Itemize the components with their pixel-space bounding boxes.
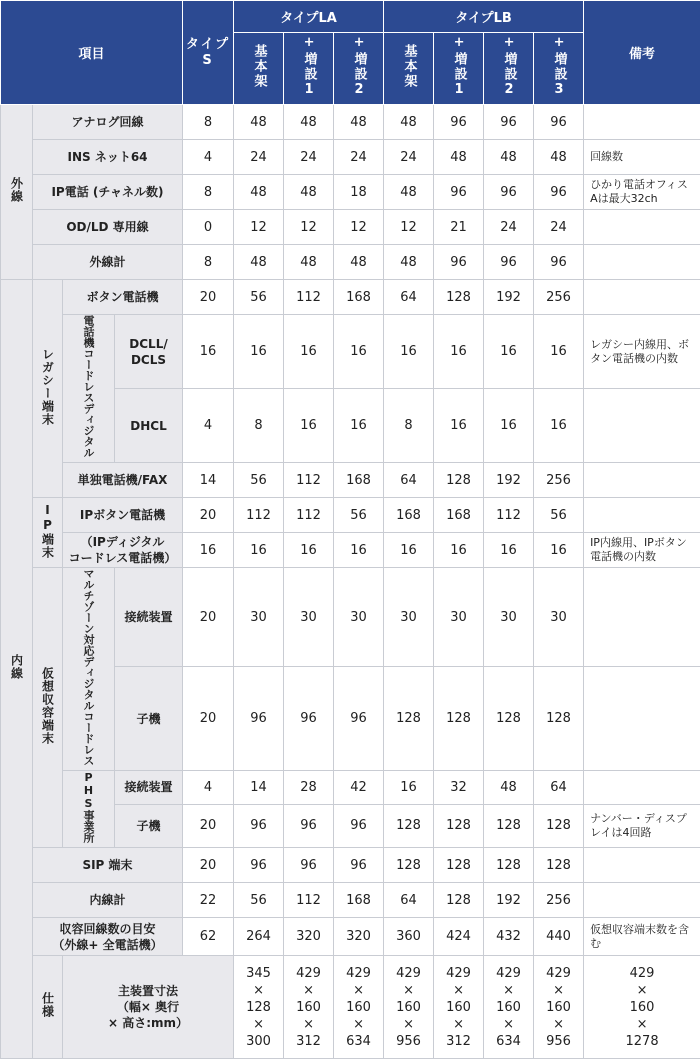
value-cell: 48: [384, 105, 434, 140]
value-cell: 16: [384, 533, 434, 568]
value-cell: 16: [484, 315, 534, 389]
row-label: IP電話 (チャネル数): [33, 175, 183, 210]
value-cell: 168: [334, 463, 384, 498]
value-cell: 32: [434, 771, 484, 805]
note-cell: 回線数: [584, 140, 700, 175]
value-cell: 28: [284, 771, 334, 805]
value-cell: 20: [183, 667, 234, 771]
note-cell: レガシー内線用、ボタン電話機の内数: [584, 315, 700, 389]
value-cell: 64: [384, 463, 434, 498]
value-cell: 24: [334, 140, 384, 175]
value-cell: 429 × 160 × 634: [484, 956, 534, 1059]
header-type-la: タイプLA: [234, 1, 384, 33]
row-label: 接続装置: [115, 771, 183, 805]
value-cell: 30: [484, 568, 534, 667]
value-cell: 168: [434, 498, 484, 533]
value-cell: 20: [183, 498, 234, 533]
table-row: [1, 883, 700, 918]
value-cell: 24: [534, 210, 584, 245]
group-outer: 外線: [1, 105, 33, 280]
note-cell: 仮想収容端末数を含む: [584, 918, 700, 956]
value-cell: 16: [284, 315, 334, 389]
value-cell: 24: [234, 140, 284, 175]
row-label: 収容回線数の目安 （外線+ 全電話機）: [33, 918, 183, 956]
value-cell: 429 × 160 × 312: [434, 956, 484, 1059]
table-row: [1, 140, 700, 175]
value-cell: 96: [284, 804, 334, 847]
table-row: [1, 210, 700, 245]
value-cell: 128: [534, 667, 584, 771]
header-type-lb: タイプLB: [384, 1, 584, 33]
row-label: ボタン電話機: [63, 280, 183, 315]
row-label: 単独電話機/FAX: [63, 463, 183, 498]
value-cell: 16: [434, 389, 484, 463]
value-cell: 96: [534, 175, 584, 210]
value-cell: 16: [384, 315, 434, 389]
value-cell: 24: [384, 140, 434, 175]
header-la-ext1: +増設1: [284, 33, 334, 105]
value-cell: 48: [384, 245, 434, 280]
value-cell: 48: [534, 140, 584, 175]
value-cell: 30: [284, 568, 334, 667]
note-cell: [584, 210, 700, 245]
note-cell: [584, 280, 700, 315]
value-cell: 96: [534, 245, 584, 280]
note-cell: [584, 771, 700, 805]
value-cell: 168: [384, 498, 434, 533]
value-cell: 264: [234, 918, 284, 956]
value-cell: 16: [534, 533, 584, 568]
note-cell: ナンバー・ディスプレイは4回路: [584, 804, 700, 847]
group-spec: 仕様: [33, 956, 63, 1059]
value-cell: 56: [534, 498, 584, 533]
value-cell: 96: [334, 848, 384, 883]
value-cell: 96: [234, 667, 284, 771]
value-cell: 16: [334, 389, 384, 463]
table-row: [1, 315, 700, 389]
value-cell: 96: [484, 245, 534, 280]
note-cell: [584, 389, 700, 463]
value-cell: 16: [234, 315, 284, 389]
value-cell: 4: [183, 389, 234, 463]
value-cell: 56: [234, 463, 284, 498]
value-cell: 128: [484, 804, 534, 847]
value-cell: 48: [284, 105, 334, 140]
table-row: [1, 175, 700, 210]
value-cell: 429 × 160 × 1278: [584, 956, 700, 1059]
row-label: SIP 端末: [33, 848, 183, 883]
note-cell: [584, 848, 700, 883]
header-lb-ext2: +増設2: [484, 33, 534, 105]
value-cell: 62: [183, 918, 234, 956]
header-lb-ext3: +増設3: [534, 33, 584, 105]
value-cell: 128: [384, 667, 434, 771]
value-cell: 345 × 128 × 300: [234, 956, 284, 1059]
value-cell: 96: [484, 105, 534, 140]
value-cell: 128: [434, 667, 484, 771]
value-cell: 64: [384, 280, 434, 315]
value-cell: 48: [434, 140, 484, 175]
table-row: [1, 463, 700, 498]
value-cell: 96: [284, 848, 334, 883]
value-cell: 96: [334, 804, 384, 847]
value-cell: 128: [434, 804, 484, 847]
value-cell: 14: [183, 463, 234, 498]
value-cell: 96: [234, 848, 284, 883]
value-cell: 128: [434, 883, 484, 918]
note-cell: IP内線用、IPボタン電話機の内数: [584, 533, 700, 568]
value-cell: 30: [534, 568, 584, 667]
row-label: DHCL: [115, 389, 183, 463]
value-cell: 20: [183, 848, 234, 883]
row-label: 内線計: [33, 883, 183, 918]
value-cell: 48: [334, 245, 384, 280]
value-cell: 429 × 160 × 956: [384, 956, 434, 1059]
value-cell: 429 × 160 × 312: [284, 956, 334, 1059]
row-label: OD/LD 専用線: [33, 210, 183, 245]
note-cell: [584, 498, 700, 533]
value-cell: 4: [183, 771, 234, 805]
note-cell: [584, 463, 700, 498]
group-legacy: レガシー端末: [33, 280, 63, 498]
value-cell: 112: [284, 498, 334, 533]
value-cell: 48: [234, 175, 284, 210]
value-cell: 96: [534, 105, 584, 140]
value-cell: 192: [484, 463, 534, 498]
value-cell: 128: [534, 804, 584, 847]
value-cell: 429 × 160 × 634: [334, 956, 384, 1059]
value-cell: 112: [284, 463, 334, 498]
value-cell: 256: [534, 883, 584, 918]
value-cell: 20: [183, 280, 234, 315]
row-label: 子機: [115, 667, 183, 771]
table-row: [1, 956, 700, 1059]
value-cell: 112: [484, 498, 534, 533]
row-label: DCLL/ DCLS: [115, 315, 183, 389]
value-cell: 56: [334, 498, 384, 533]
value-cell: 16: [183, 315, 234, 389]
value-cell: 96: [334, 667, 384, 771]
value-cell: 0: [183, 210, 234, 245]
header-lb-ext1: +増設1: [434, 33, 484, 105]
table-row: [1, 498, 700, 533]
group-dect-phone: 電話機コードレスディジタル: [63, 315, 115, 463]
table-row: [1, 280, 700, 315]
group-inner: 内線: [1, 280, 33, 1059]
value-cell: 424: [434, 918, 484, 956]
value-cell: 30: [234, 568, 284, 667]
value-cell: 320: [334, 918, 384, 956]
value-cell: 42: [334, 771, 384, 805]
note-cell: [584, 105, 700, 140]
value-cell: 24: [484, 210, 534, 245]
value-cell: 12: [284, 210, 334, 245]
value-cell: 8: [234, 389, 284, 463]
value-cell: 112: [284, 280, 334, 315]
row-label: 子機: [115, 804, 183, 847]
value-cell: 20: [183, 804, 234, 847]
table-row: [1, 105, 700, 140]
value-cell: 432: [484, 918, 534, 956]
value-cell: 128: [434, 848, 484, 883]
value-cell: 30: [434, 568, 484, 667]
value-cell: 256: [534, 463, 584, 498]
value-cell: 16: [434, 315, 484, 389]
value-cell: 128: [384, 804, 434, 847]
value-cell: 16: [284, 389, 334, 463]
group-ip-terminal: IP端末: [33, 498, 63, 568]
header-type-s: タイプS: [183, 1, 234, 105]
value-cell: 48: [484, 140, 534, 175]
value-cell: 96: [434, 175, 484, 210]
value-cell: 128: [534, 848, 584, 883]
table-row: [1, 533, 700, 568]
value-cell: 96: [434, 105, 484, 140]
value-cell: 4: [183, 140, 234, 175]
value-cell: 16: [334, 315, 384, 389]
row-label: IPボタン電話機: [63, 498, 183, 533]
row-label: （IPディジタル コードレス電話機）: [63, 533, 183, 568]
note-cell: [584, 245, 700, 280]
value-cell: 16: [434, 533, 484, 568]
value-cell: 112: [284, 883, 334, 918]
value-cell: 18: [334, 175, 384, 210]
value-cell: 16: [284, 533, 334, 568]
value-cell: 48: [484, 771, 534, 805]
value-cell: 16: [484, 389, 534, 463]
value-cell: 30: [384, 568, 434, 667]
value-cell: 12: [234, 210, 284, 245]
value-cell: 16: [384, 771, 434, 805]
value-cell: 48: [384, 175, 434, 210]
value-cell: 128: [434, 463, 484, 498]
group-multizone: マルチゾーン対応ディジタルコードレス: [63, 568, 115, 771]
value-cell: 22: [183, 883, 234, 918]
value-cell: 64: [384, 883, 434, 918]
table-row: [1, 848, 700, 883]
value-cell: 440: [534, 918, 584, 956]
value-cell: 12: [334, 210, 384, 245]
value-cell: 16: [534, 389, 584, 463]
row-label: 主装置寸法 （幅× 奥行 × 高さ:mm）: [63, 956, 234, 1059]
value-cell: 56: [234, 883, 284, 918]
value-cell: 8: [183, 175, 234, 210]
header-note: 備考: [584, 1, 700, 105]
value-cell: 64: [534, 771, 584, 805]
value-cell: 96: [234, 804, 284, 847]
table-row: [1, 245, 700, 280]
note-cell: ひかり電話オフィスAは最大32ch: [584, 175, 700, 210]
note-cell: [584, 568, 700, 667]
value-cell: 8: [384, 389, 434, 463]
value-cell: 128: [384, 848, 434, 883]
value-cell: 56: [234, 280, 284, 315]
value-cell: 168: [334, 883, 384, 918]
value-cell: 112: [234, 498, 284, 533]
value-cell: 20: [183, 568, 234, 667]
group-virtual: 仮想収容端末: [33, 568, 63, 848]
value-cell: 96: [284, 667, 334, 771]
value-cell: 96: [484, 175, 534, 210]
header-la-basic: 基本架: [234, 33, 284, 105]
value-cell: 192: [484, 883, 534, 918]
header-lb-basic: 基本架: [384, 33, 434, 105]
header-la-ext2: +増設2: [334, 33, 384, 105]
row-label: 接続装置: [115, 568, 183, 667]
value-cell: 128: [484, 667, 534, 771]
value-cell: 24: [284, 140, 334, 175]
note-cell: [584, 883, 700, 918]
value-cell: 96: [434, 245, 484, 280]
row-label: アナログ回線: [33, 105, 183, 140]
value-cell: 16: [183, 533, 234, 568]
value-cell: 48: [284, 245, 334, 280]
table-row: [1, 771, 700, 805]
value-cell: 192: [484, 280, 534, 315]
row-label: INS ネット64: [33, 140, 183, 175]
value-cell: 48: [284, 175, 334, 210]
value-cell: 8: [183, 105, 234, 140]
value-cell: 256: [534, 280, 584, 315]
value-cell: 21: [434, 210, 484, 245]
value-cell: 16: [484, 533, 534, 568]
value-cell: 429 × 160 × 956: [534, 956, 584, 1059]
value-cell: 320: [284, 918, 334, 956]
note-cell: [584, 667, 700, 771]
group-phs: PHS事業所: [63, 771, 115, 848]
value-cell: 360: [384, 918, 434, 956]
value-cell: 128: [434, 280, 484, 315]
value-cell: 128: [484, 848, 534, 883]
value-cell: 16: [334, 533, 384, 568]
value-cell: 12: [384, 210, 434, 245]
value-cell: 16: [234, 533, 284, 568]
table-row: [1, 918, 700, 956]
row-label: 外線計: [33, 245, 183, 280]
value-cell: 30: [334, 568, 384, 667]
value-cell: 48: [234, 105, 284, 140]
value-cell: 168: [334, 280, 384, 315]
value-cell: 8: [183, 245, 234, 280]
value-cell: 48: [234, 245, 284, 280]
header-item: 項目: [1, 1, 183, 105]
table-row: [1, 568, 700, 667]
value-cell: 48: [334, 105, 384, 140]
value-cell: 14: [234, 771, 284, 805]
value-cell: 16: [534, 315, 584, 389]
